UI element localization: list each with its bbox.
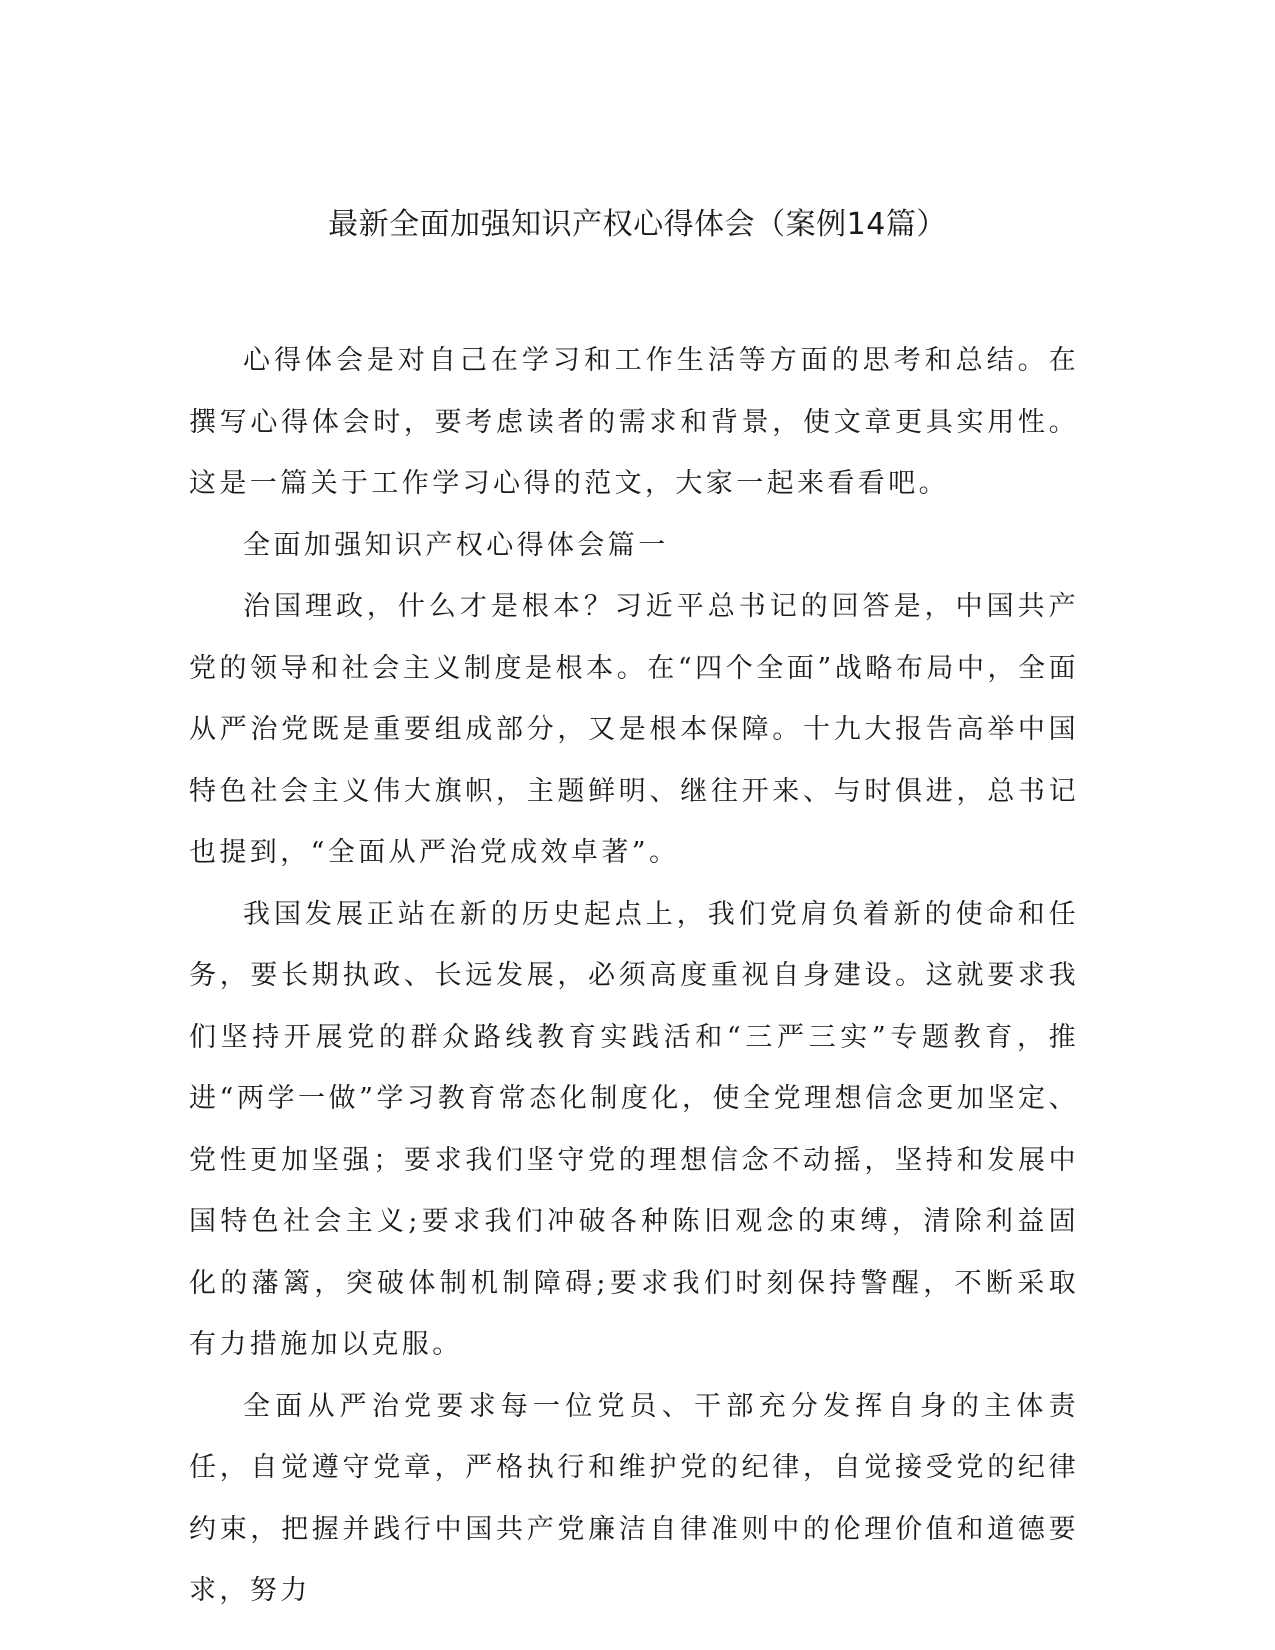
section-heading: 全面加强知识产权心得体会篇一 xyxy=(243,529,669,561)
body-paragraph: 全面从严治党要求每一位党员、干部充分发挥自身的主体责任，自觉遵守党章，严格执行和维护党的纪律，自觉接受党的纪律约束，把握并践行中国共产党廉洁自律准则中的伦理价值和道德要求，努力 xyxy=(189,1390,1079,1606)
body-paragraph: 我国发展正站在新的历史起点上，我们党肩负着新的使命和任务，要长期执政、长远发展，必须高度重视自身建设。这就要求我们坚持开展党的群众路线教育实践活和“三严三实”专题教育，推进“两学一做”学习教育常态化制度化，使全党理想信念更加坚定、党性更加坚强；要求我们坚守党的理想信念不动摇，坚持和发展中国特色社会主义;要求我们冲破各种陈旧观念的束缚，清除利益固化的藩篱，突破体制机制障碍;要求我们时刻保持警醒，不断采取有力措施加以克服。 xyxy=(189,898,1079,1360)
body-paragraph: 治国理政，什么才是根本？习近平总书记的回答是，中国共产党的领导和社会主义制度是根本。在“四个全面”战略布局中，全面从严治党既是重要组成部分，又是根本保障。十九大报告高举中国特色社会主义伟大旗帜，主题鲜明、继往开来、与时俱进，总书记也提到，“全面从严治党成效卓著”。 xyxy=(189,591,1079,868)
document-body xyxy=(189,330,1079,1622)
intro-paragraph: 心得体会是对自己在学习和工作生活等方面的思考和总结。在撰写心得体会时，要考虑读者的需求和背景，使文章更具实用性。这是一篇关于工作学习心得的范文，大家一起来看看吧。 xyxy=(189,345,1079,499)
document-title: 最新全面加强知识产权心得体会（案例14篇） xyxy=(328,207,947,242)
